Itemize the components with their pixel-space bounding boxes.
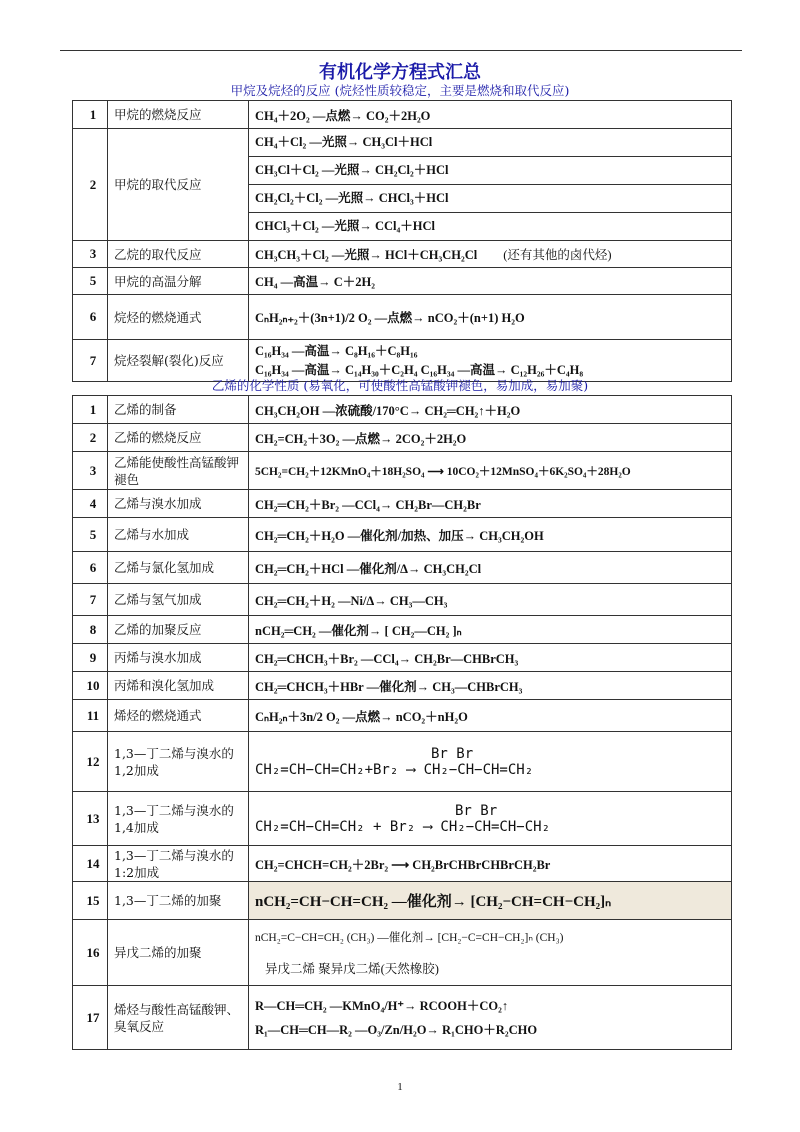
equation: CH₂=CH₂＋3O₂ —点燃→ 2CO₂＋2H₂O	[249, 424, 732, 452]
row-number: 1	[73, 396, 108, 424]
table-row	[73, 920, 732, 986]
row-number: 1	[73, 101, 108, 129]
equation-line: CH₄ —高温→ C＋2H₂	[255, 275, 375, 289]
row-number: 7	[73, 584, 108, 616]
table-row	[73, 552, 732, 584]
row-number: 14	[73, 846, 108, 882]
reaction-name: 烷烃的燃烧通式	[108, 295, 249, 340]
reaction-name: 乙烯的燃烧反应	[108, 424, 249, 452]
table-row	[73, 846, 732, 882]
equation-line: Br Br	[431, 745, 474, 762]
reaction-name: 乙烯能使酸性高锰酸钾褪色	[108, 452, 249, 490]
equation-note: (还有其他的卤代烃)	[503, 248, 612, 262]
reaction-name: 乙烷的取代反应	[108, 241, 249, 268]
equation-line: CH₂Cl₂＋Cl₂ —光照→ CHCl₃＋HCl	[249, 184, 731, 212]
equation-line: CH₃Cl＋Cl₂ —光照→ CH₂Cl₂＋HCl	[249, 156, 731, 184]
table-row	[73, 518, 732, 552]
equation	[249, 268, 732, 295]
table-row	[73, 644, 732, 672]
equation	[249, 732, 732, 792]
reaction-name: 甲烷的取代反应	[108, 129, 249, 241]
page-title: 有机化学方程式汇总	[319, 62, 481, 83]
equation	[249, 129, 732, 241]
equation: CH₂═CHCH₃＋HBr —催化剂→ CH₃—CHBrCH₃	[249, 672, 732, 700]
table-row	[73, 396, 732, 424]
row-number: 6	[73, 295, 108, 340]
row-number: 2	[73, 424, 108, 452]
alkene-reaction-table	[72, 395, 732, 1050]
reaction-name: 乙烯与水加成	[108, 518, 249, 552]
row-number: 8	[73, 616, 108, 644]
equation-line: CH₄＋Cl₂ —光照→ CH₃Cl＋HCl	[255, 135, 433, 149]
row-number: 15	[73, 882, 108, 920]
row-number: 12	[73, 732, 108, 792]
table-row	[73, 882, 732, 920]
equation-line: C₁₆H₃₄ —高温→ C₁₄H₃₀＋C₂H₄ C₁₆H₃₄ —高温→ C₁₂H₂₆＋C₄H₈	[255, 362, 584, 377]
row-number: 10	[73, 672, 108, 700]
equation-line: 异戊二烯 聚异戊二烯(天然橡胶)	[265, 961, 439, 976]
reaction-name: 1,3—丁二烯的加聚	[108, 882, 249, 920]
row-number: 3	[73, 452, 108, 490]
equation-line: CH₃CH₃＋Cl₂ —光照→ HCl＋CH₃CH₂Cl	[255, 248, 478, 262]
row-number: 5	[73, 268, 108, 295]
reaction-name: 丙烯与溴水加成	[108, 644, 249, 672]
reaction-name: 丙烯和溴化氢加成	[108, 672, 249, 700]
row-number: 4	[73, 490, 108, 518]
equation	[249, 101, 732, 129]
equation: CH₂=CHCH=CH₂＋2Br₂ ⟶ CH₂BrCHBrCHBrCH₂Br	[249, 846, 732, 882]
reaction-name: 乙烯的加聚反应	[108, 616, 249, 644]
equation	[249, 986, 732, 1050]
table-row	[73, 101, 732, 129]
row-number: 9	[73, 644, 108, 672]
equation: nCH₂=CH−CH=CH₂ —催化剂→ [CH₂−CH=CH−CH₂]ₙ	[249, 882, 732, 920]
reaction-name: 甲烷的高温分解	[108, 268, 249, 295]
table-row	[73, 700, 732, 732]
reaction-name: 甲烷的燃烧反应	[108, 101, 249, 129]
equation: CH₂═CH₂＋H₂ —Ni/Δ→ CH₃—CH₃	[249, 584, 732, 616]
equation: CH₂═CH₂＋Br₂ —CCl₄→ CH₂Br—CH₂Br	[249, 490, 732, 518]
reaction-name: 烯烃的燃烧通式	[108, 700, 249, 732]
reaction-name: 烯烃与酸性高锰酸钾、臭氧反应	[108, 986, 249, 1050]
equation: CH₃CH₂OH —浓硫酸/170°C→ CH₂═CH₂↑＋H₂O	[249, 396, 732, 424]
equation-line: CH₄＋2O₂ —点燃→ CO₂＋2H₂O	[255, 108, 431, 123]
reaction-name: 1,3—丁二烯与溴水的1,4加成	[108, 792, 249, 846]
reaction-name: 乙烯与溴水加成	[108, 490, 249, 518]
row-number: 13	[73, 792, 108, 846]
reaction-name: 1,3—丁二烯与溴水的1:2加成	[108, 846, 249, 882]
reaction-name: 烷烃裂解(裂化)反应	[108, 340, 249, 382]
equation-line: R—CH═CH₂ —KMnO₄/H⁺→ RCOOH＋CO₂↑	[255, 998, 509, 1013]
table-row	[73, 452, 732, 490]
equation: CH₂═CHCH₃＋Br₂ —CCl₄→ CH₂Br—CHBrCH₃	[249, 644, 732, 672]
reaction-name: 乙烯的制备	[108, 396, 249, 424]
table-row	[73, 732, 732, 792]
row-number: 6	[73, 552, 108, 584]
equation	[249, 241, 732, 268]
equation-line: CH₂=CH−CH=CH₂ + Br₂ ⟶ CH₂−CH=CH−CH₂	[255, 818, 551, 835]
equation: nCH₂═CH₂ —催化剂→ [ CH₂—CH₂ ]ₙ	[249, 616, 732, 644]
page-number: 1	[397, 1081, 403, 1093]
equation	[249, 792, 732, 846]
equation-line: R₁—CH═CH—R₂ —O₃/Zn/H₂O→ R₁CHO＋R₂CHO	[255, 1022, 538, 1037]
equation-line: C₁₆H₃₄ —高温→ C₈H₁₆＋C₈H₁₆	[255, 343, 418, 358]
reaction-name: 1,3—丁二烯与溴水的1,2加成	[108, 732, 249, 792]
equation	[249, 295, 732, 340]
row-number: 17	[73, 986, 108, 1050]
equation-line: Br Br	[455, 802, 498, 819]
equation	[249, 920, 732, 986]
table-row	[73, 268, 732, 295]
table-row	[73, 616, 732, 644]
row-number: 3	[73, 241, 108, 268]
table-row	[73, 295, 732, 340]
reaction-name: 异戊二烯的加聚	[108, 920, 249, 986]
table-row	[73, 424, 732, 452]
equation: CₙH₂ₙ＋3n/2 O₂ —点燃→ nCO₂＋nH₂O	[249, 700, 732, 732]
table-row	[73, 986, 732, 1050]
table-row	[73, 241, 732, 268]
table-row	[73, 792, 732, 846]
row-number: 7	[73, 340, 108, 382]
equation-line: CH₂=CH−CH=CH₂+Br₂ ⟶ CH₂−CH−CH=CH₂	[255, 761, 534, 778]
section-title-alkanes: 甲烷及烷烃的反应 (烷烃性质较稳定，主要是燃烧和取代反应)	[230, 83, 570, 98]
reaction-name: 乙烯与氢气加成	[108, 584, 249, 616]
equation-line: CHCl₃＋Cl₂ —光照→ CCl₄＋HCl	[249, 212, 731, 240]
equation-line: nCH₂=C−CH=CH₂ (CH₃) —催化剂→ [CH₂−C=CH−CH₂]ₙ (CH₃)	[255, 931, 564, 944]
table-row	[73, 129, 732, 241]
row-number: 16	[73, 920, 108, 986]
alkane-reaction-table	[72, 100, 732, 382]
equation: 5CH₂=CH₂＋12KMnO₄＋18H₂SO₄ ⟶ 10CO₂＋12MnSO₄＋6K₂SO₄＋28H₂O	[249, 452, 732, 490]
table-row	[73, 584, 732, 616]
table-row	[73, 672, 732, 700]
row-number: 5	[73, 518, 108, 552]
equation: CH₂═CH₂＋H₂O —催化剂/加热、加压→ CH₃CH₂OH	[249, 518, 732, 552]
row-number: 2	[73, 129, 108, 241]
equation-line: CₙH₂ₙ₊₂＋(3n+1)/2 O₂ —点燃→ nCO₂＋(n+1) H₂O	[255, 311, 525, 325]
equation: CH₂═CH₂＋HCl —催化剂/Δ→ CH₃CH₂Cl	[249, 552, 732, 584]
table-row	[73, 490, 732, 518]
section-title-alkenes: 乙烯的化学性质 (易氧化，可使酸性高锰酸钾褪色，易加成，易加聚)	[211, 378, 589, 393]
reaction-name: 乙烯与氯化氢加成	[108, 552, 249, 584]
header-rule	[60, 50, 742, 51]
row-number: 11	[73, 700, 108, 732]
